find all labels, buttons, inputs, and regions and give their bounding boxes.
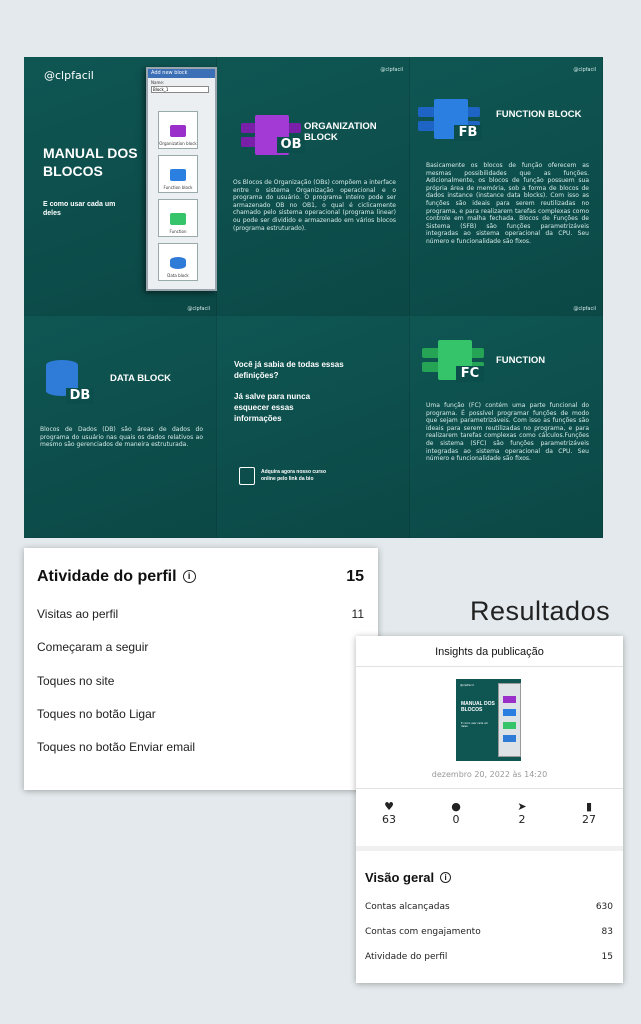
activity-row: Toques no botão Enviar email <box>37 740 196 754</box>
slide-text: Uma função (FC) contém uma parte funcional do programa. É possível programar funções de modo que sejam parametrizáveis. Com isso as funções são ideais para serem reutilizadas no programa, e para realizarem tarefas complexas como cálculos.Funções de sistema (SFC) são funções parametrizáveis integradas ao sistema operacional da CPU. Seu número e funcionalidade são fixos. <box>426 402 589 463</box>
ob-icon <box>170 125 186 137</box>
divider <box>356 846 623 851</box>
activity-row: Toques no botão Ligar <box>37 707 156 721</box>
tile-function-block: Function block <box>158 155 198 193</box>
bookmark-icon: ▮ <box>585 800 593 813</box>
shares-stat: ➤ 2 <box>502 800 542 826</box>
add-block-dialog <box>146 67 217 291</box>
slide-call-to-action <box>217 316 410 538</box>
slide-title: DATA BLOCK <box>110 373 172 384</box>
handle-label: @clpfacil <box>187 306 210 312</box>
handle-label: @clpfacil <box>573 67 596 73</box>
slide-title: FUNCTION BLOCK <box>496 109 582 120</box>
info-icon[interactable]: i <box>183 570 196 583</box>
dialog-title: Add new block <box>148 69 215 78</box>
fb-icon <box>170 169 186 181</box>
activity-title: Atividade do perfil i <box>37 568 196 586</box>
saves-stat: ▮ 27 <box>569 800 609 826</box>
name-label: Name: <box>151 80 165 85</box>
slide-function <box>410 306 603 538</box>
fc-block-icon: FC <box>422 340 488 384</box>
post-carousel-image <box>24 57 603 538</box>
divider <box>356 666 623 667</box>
computer-icon <box>239 467 255 485</box>
slide-data-block <box>24 306 217 538</box>
db-block-icon: DB <box>44 360 98 406</box>
activity-total: 15 <box>346 568 364 585</box>
handle-label: @clpfacil <box>380 67 403 73</box>
overview-row: Contas com engajamento 83 <box>365 927 613 937</box>
save-text: Já salve para nunca esquecer essas informações <box>234 392 311 423</box>
handle-label: @clpfacil <box>573 306 596 312</box>
tile-function: Function <box>158 199 198 237</box>
post-insights-card <box>356 636 623 983</box>
heart-icon: ♥ <box>384 800 394 813</box>
slide-text: Blocos de Dados (DB) são áreas de dados do programa do usuário nas quais os dados relativos ao mesmo são gerenciados de maneira estruturada. <box>40 426 203 449</box>
slide-function-block <box>410 57 603 316</box>
overview-row: Atividade do perfil 15 <box>365 952 613 962</box>
cover-title: MANUAL DOS BLOCOS <box>43 145 138 179</box>
results-heading: Resultados <box>470 596 611 626</box>
insights-title: Insights da publicação <box>435 646 544 658</box>
likes-stat: ♥ 63 <box>369 800 409 826</box>
cover-subtitle: E como usar cada um deles <box>43 201 116 217</box>
tile-organization-block: Organization block <box>158 111 198 149</box>
activity-row: Toques no site <box>37 674 115 688</box>
question-text: Você já sabia de todas essas definições? <box>234 360 344 380</box>
ob-block-icon: OB <box>241 115 305 155</box>
overview-row: Contas alcançadas 630 <box>365 902 613 912</box>
slide-text: Basicamente os blocos de função oferecem as mesmas possibilidades que as funções. Adicionalmente, os blocos de função possuem sua própria área de memória, sob a forma de blocos de dados instance (instance data blocks). Com isso as funções são ideais para serem reutilizadas no programa, e para realizarem tarefas complexas como controle em malha fechada. Blocos de Funções de Sistema (SFB) são funções parametrizáveis integradas ao sistema operacional da CPU. Seu número e funcionalidade são fixos. <box>426 162 589 245</box>
comments-stat: ● 0 <box>436 800 476 826</box>
tile-data-block: Data block <box>158 243 198 281</box>
profile-activity-card <box>24 548 378 790</box>
name-field: Block_1 <box>151 86 209 93</box>
fb-block-icon: FB <box>418 99 484 143</box>
slide-title: FUNCTION <box>496 355 546 366</box>
activity-row: Visitas ao perfil 11 <box>37 607 364 621</box>
share-icon: ➤ <box>517 800 527 813</box>
activity-row: Começaram a seguir <box>37 640 149 654</box>
db-icon <box>170 257 186 269</box>
overview-title: Visão geral i <box>365 870 451 885</box>
cta-text: Adquira agora nosso curso online pelo link da bio <box>261 469 327 482</box>
comment-icon: ● <box>451 800 461 813</box>
handle-label: @clpfacil <box>44 69 94 82</box>
info-icon[interactable]: i <box>440 872 451 883</box>
slide-title: ORGANIZATION BLOCK <box>304 121 377 143</box>
divider <box>356 788 623 789</box>
slide-text: Os Blocos de Organização (OBs) compõem a interface entre o sistema Organização operacional e o programa do usuário. O programa inteiro pode ser armazenado OB no OB1, o qual é ciclicamente chamado pelo sistema operacional (programa linear) ou pode ser dividido e armazenado em vários blocos (programa estruturado). <box>233 179 396 232</box>
slide-organization-block <box>217 57 410 316</box>
post-date: dezembro 20, 2022 às 14:20 <box>431 770 548 779</box>
post-thumbnail[interactable]: @clpfacil MANUAL DOS BLOCOS E como usar cada um deles <box>456 679 521 761</box>
slide-cover <box>24 57 217 316</box>
fc-icon <box>170 213 186 225</box>
